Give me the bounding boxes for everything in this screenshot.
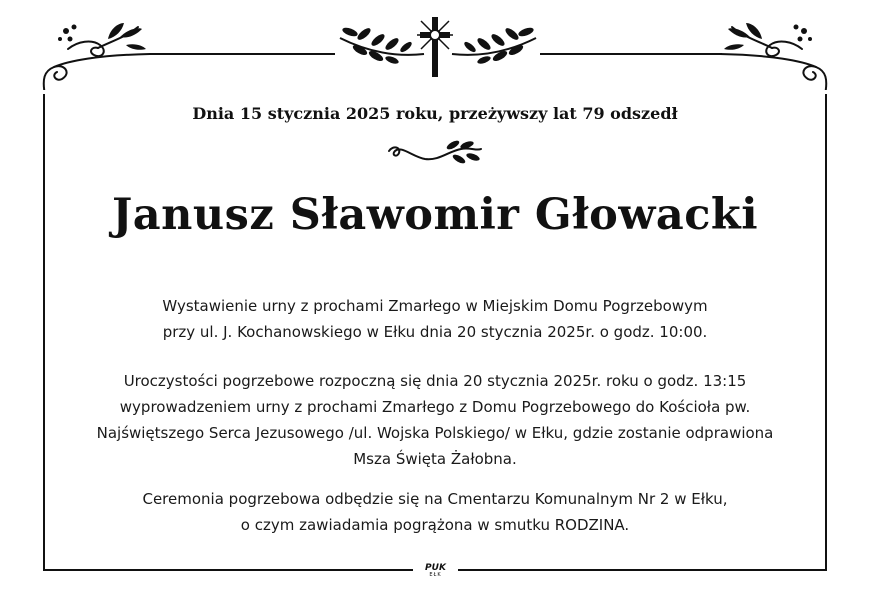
paragraph-line: Uroczystości pogrzebowe rozpoczną się dnia 20 stycznia 2025r. roku o godz. 13:15 bbox=[123, 372, 747, 390]
corner-flourish-left-icon bbox=[38, 15, 153, 90]
corner-flourish-right-icon bbox=[717, 15, 832, 90]
brand-logo-subtext: EŁK bbox=[429, 572, 442, 578]
deceased-name: Janusz Sławomir Głowacki bbox=[111, 190, 759, 240]
brand-logo-text: PUK bbox=[425, 563, 446, 573]
frame-bottom-border-right bbox=[458, 569, 827, 571]
paragraph-line: przy ul. J. Kochanowskiego w Ełku dnia 20 stycznia 2025r. o godz. 10:00. bbox=[162, 323, 708, 341]
paragraph-burial bbox=[30, 486, 840, 538]
laurel-left-icon bbox=[336, 20, 426, 65]
paragraph-line: o czym zawiadamia pogrążona w smutku RODZINA. bbox=[240, 516, 630, 534]
paragraph-line: Wystawienie urny z prochami Zmarłego w Miejskim Domu Pogrzebowym bbox=[162, 297, 708, 315]
paragraph-funeral-ceremony bbox=[30, 368, 840, 472]
sprig-divider-icon bbox=[383, 139, 485, 173]
paragraph-urn-display bbox=[30, 293, 840, 345]
paragraph-line: Msza Święta Żałobna. bbox=[353, 450, 517, 468]
top-rule-left bbox=[150, 53, 335, 55]
laurel-right-icon bbox=[450, 20, 540, 65]
top-rule-right bbox=[540, 53, 722, 55]
lead-text: Dnia 15 stycznia 2025 roku, przeżywszy lat 79 odszedł bbox=[192, 104, 678, 123]
cross-icon bbox=[415, 15, 455, 77]
paragraph-line: Najświętszego Serca Jezusowego /ul. Wojska Polskiego/ w Ełku, gdzie zostanie odprawiona bbox=[96, 424, 774, 442]
paragraph-line: wyprowadzeniem urny z prochami Zmarłego z Domu Pogrzebowego do Kościoła pw. bbox=[119, 398, 751, 416]
paragraph-line: Ceremonia pogrzebowa odbędzie się na Cmentarzu Komunalnym Nr 2 w Ełku, bbox=[142, 490, 728, 508]
brand-logo bbox=[413, 563, 458, 578]
frame-bottom-border-left bbox=[43, 569, 413, 571]
